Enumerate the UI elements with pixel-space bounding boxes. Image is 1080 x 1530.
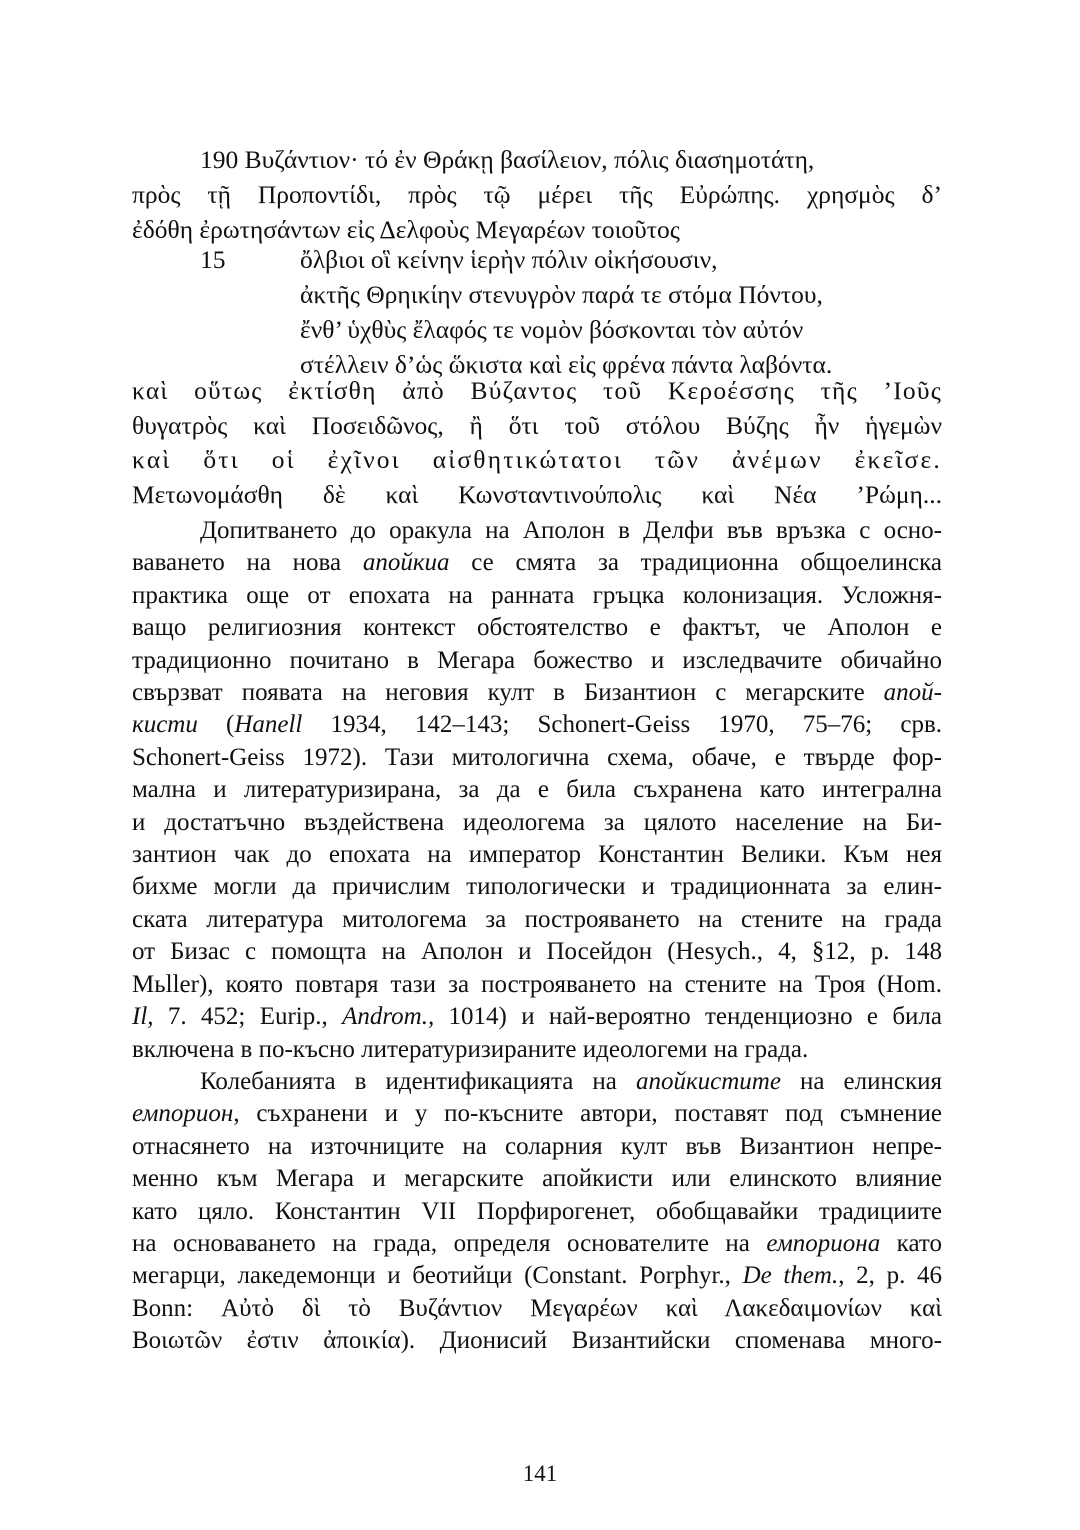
p2-line-2 (132, 1098, 942, 1130)
p2-line-8: Bonn: Αὐτὸ δὶ τὸ Βυζάντιον Μεγαρέων καὶ Λακεδαιμονίων καὶ (132, 1294, 942, 1322)
p1-line-8: Schonert-Geiss 1972). Тази митологична схема, обаче, е твърде фор- (132, 743, 942, 771)
p2-line-7-italic: De them. (742, 1262, 839, 1290)
p1-line-7 (132, 709, 942, 741)
p2-line-6-italic: емпориона (766, 1229, 881, 1257)
p2-line-7-a: мегарци, лакедемонци и беотийци (Constant. Porphyr., (132, 1262, 743, 1290)
paragraph-1 (132, 515, 942, 1066)
p1-line-16-italic-2: Androm., (342, 1003, 435, 1031)
p1-line-13: ската литература митологема за построяването на стените на града (132, 905, 942, 933)
body-text (132, 515, 942, 1358)
p1-line-16-a: 7. 452; Eurip., (153, 1003, 343, 1031)
greek-line-7 (132, 477, 942, 512)
p2-line-1-b: на елинския (780, 1067, 942, 1095)
greek-line-4-text: καὶ οὕτως ἐκτίσθη ἀπὸ Βύζαντος τοῦ Κεροέσσης τῆς ’Ιοῦς (132, 376, 942, 405)
p1-line-15: Mьller), която повтаря тази за построяването на стените на Троя (Hom. (132, 970, 942, 998)
p1-line-6 (132, 677, 942, 709)
p2-line-1-italic: апойкистите (635, 1067, 781, 1095)
p1-line-7-b: 1934, 142–143; Schonert-Geiss 1970, 75–76; срв. (302, 711, 942, 739)
p1-line-16 (132, 1001, 942, 1033)
verse-line-2: ἀκτῆς Θρηικίην στενυγρὸν παρά τε στόμα Πόντου, (300, 280, 823, 309)
p2-line-2-a: , съхранени и у по-късните автори, поставят под съмнение (233, 1100, 942, 1128)
greek-line-2 (132, 177, 942, 212)
greek-line-5-text: θυγατρὸς καὶ Ποσειδῶνος, ἢ ὅτι τοῦ στόλου Βύζης ἦν ἡγεμὼν (132, 411, 942, 440)
p1-line-2-italic: апойкиа (362, 549, 450, 577)
p1-line-3: практика още от епохата на ранната гръцка колонизация. Усложня- (132, 581, 942, 609)
p2-line-6-a: на основаването на града, определя основателите на (132, 1229, 767, 1257)
p2-line-7 (132, 1260, 942, 1292)
greek-line-1: 190 Βυζάντιον· τό ἐν Θράκῃ βασίλειον, πόλις διασημοτάτη, (200, 145, 815, 174)
p1-line-11: зантион чак до епохата на император Константин Велики. Към нея (132, 841, 942, 869)
p1-line-17: включена в по-късно литературизираните идеологеми на града. (132, 1035, 809, 1063)
p2-line-5: като цяло. Константин VII Порфирогенет, обобщавайки традициите (132, 1197, 942, 1225)
verse-line-1: ὄλβιοι οἳ κείνην ἱερὴν πόλιν οἰκήσουσιν, (300, 245, 718, 274)
greek-line-7-text: Μετωνομάσθη δὲ καὶ Κωνσταντινούπολις καὶ Νέα ’Ρώμη... (132, 480, 942, 509)
greek-line-5 (132, 408, 942, 443)
p2-line-1 (132, 1066, 942, 1098)
verse-number: 15 (200, 245, 226, 274)
paragraph-2 (132, 1066, 942, 1358)
p1-line-12: бихме могли да причислим типологически и традиционната за елин- (132, 873, 942, 901)
greek-line-4 (132, 373, 942, 408)
p1-line-6-a: свързват появата на неговия култ в Бизантион с мегарските (132, 679, 884, 707)
p2-line-9: Βοιωτῶν ἐστιν ἀποικία). Дионисий Византийски споменава много- (132, 1327, 942, 1355)
p1-line-7-a: ( (197, 711, 235, 739)
p1-line-10: и достатъчно въздейственa идеологема за цялото население на Би- (132, 808, 942, 836)
page-number: 141 (522, 1461, 558, 1486)
verse-line-3: ἔνθ’ ὑχθὺς ἔλαφός τε νομὸν βόσκονται τὸν αὐτόν (300, 315, 804, 344)
p2-line-7-b: , 2, p. 46 (838, 1262, 942, 1290)
p1-line-1: Допитването до оракула на Аполон в Делфи във връзка с осно- (200, 517, 942, 544)
p1-line-2-b: се смята за традиционна общоелинска (449, 549, 942, 577)
p1-line-2 (132, 547, 942, 579)
p1-line-5: традиционно почитано в Мегара божество и изследвачите обичайно (132, 646, 942, 674)
p2-line-6-b: като (880, 1229, 942, 1257)
greek-line-3: ἐδόθη ἐρωτησάντων εἰς Δελφοὺς Μεγαρέων τοιοῦτος (132, 215, 680, 244)
p1-line-7-italic-1: кисти (132, 711, 198, 739)
p2-line-6 (132, 1228, 942, 1260)
p2-line-2-italic: емпорион (132, 1100, 234, 1128)
p1-line-16-italic-1: Il, (132, 1003, 154, 1031)
p2-line-1-a: Колебанията в идентификацията на (200, 1067, 636, 1095)
p2-line-3: отнасянето на източниците на соларния култ във Византион непре- (132, 1132, 942, 1160)
verse-line-4: στέλλειν δ’ὡς ὥκιστα καὶ εἰς φρένα πάντα λαβόντα. (300, 350, 833, 379)
p1-line-16-b: 1014) и най-вероятно тенденциозно е била (434, 1003, 942, 1031)
greek-line-6-text: καὶ ὅτι οἱ ἐχῖνοι αἰσθητικώτατοι τῶν ἀνέμων ἐκεῖσε. (132, 445, 942, 474)
p1-line-2-a: ваването на нова (132, 549, 363, 577)
p1-line-4: ващо религиозния контекст обстоятелство е фактът, че Аполон е (132, 614, 942, 642)
p1-line-7-italic-2: Hanell (234, 711, 303, 739)
greek-line-6 (132, 442, 942, 477)
p1-line-6-italic: апой- (883, 679, 942, 707)
p2-line-4: менно към Мегара и мегарските апойкисти или елинското влияние (132, 1165, 942, 1193)
greek-line-2-text: πρὸς τῇ Προποντίδι, πρὸς τῷ μέρει τῆς Εὐρώπης. χρησμὸς δ’ (132, 180, 942, 209)
p1-line-9: мална и литературизирана, за да е била съхранена като интегрална (132, 776, 942, 804)
p1-line-14: от Бизас с помощта на Аполон и Посейдон (Hesych., 4, §12, p. 148 (132, 938, 942, 966)
